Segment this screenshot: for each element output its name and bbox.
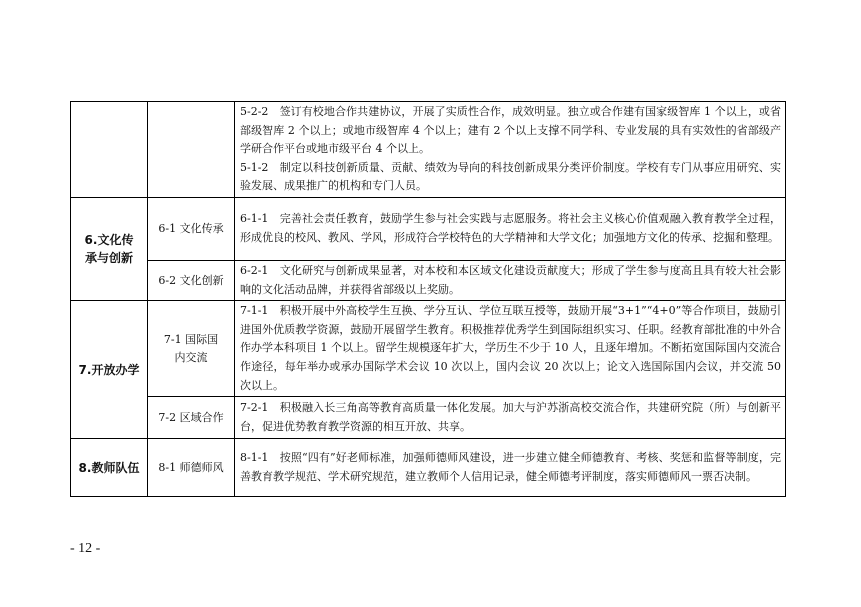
category-cell bbox=[71, 301, 148, 439]
table-row bbox=[71, 301, 786, 397]
table-row bbox=[71, 397, 786, 439]
page-number: - 12 - bbox=[70, 541, 101, 556]
category-label: 8.教师队伍 bbox=[78, 460, 140, 475]
standard-item: 6-2-1 文化研究与创新成果显著，对本校和本区域文化建设贡献度大；形成了学生参与度高且具有较大社会影响的文化活动品牌，并获得省部级以上奖励。 bbox=[240, 263, 781, 296]
category-cell bbox=[71, 197, 148, 300]
content-cell bbox=[235, 102, 786, 198]
content-cell bbox=[235, 301, 786, 397]
subcategory-label: 8-1 师德师风 bbox=[158, 460, 224, 474]
category-label: 6.文化传承与创新 bbox=[84, 233, 134, 266]
subcategory-cell bbox=[148, 260, 235, 300]
subcategory-cell bbox=[148, 397, 235, 439]
table-row bbox=[71, 260, 786, 300]
standards-table bbox=[70, 101, 786, 497]
subcategory-cell bbox=[148, 197, 235, 260]
table-row bbox=[71, 197, 786, 260]
subcategory-label: 7-1 国际国内交流 bbox=[163, 332, 219, 364]
standard-item: 7-2-1 积极融入长三角高等教育高质量一体化发展。加大与沪苏浙高校交流合作，共建研究院（所）与创新平台，促进优势教育教学资源的相互开放、共享。 bbox=[240, 401, 781, 433]
subcategory-label: 7-2 区域合作 bbox=[158, 410, 224, 424]
subcategory-label: 6-2 文化创新 bbox=[158, 273, 224, 287]
subcategory-cell bbox=[148, 102, 235, 198]
category-cell bbox=[71, 102, 148, 198]
category-cell bbox=[71, 439, 148, 497]
content-cell bbox=[235, 197, 786, 260]
subcategory-label: 6-1 文化传承 bbox=[158, 221, 224, 235]
table-row bbox=[71, 102, 786, 198]
subcategory-cell bbox=[148, 439, 235, 497]
content-cell bbox=[235, 397, 786, 439]
standard-item: 6-1-1 完善社会责任教育，鼓励学生参与社会实践与志愿服务。将社会主义核心价值观融入教育教学全过程，形成优良的校风、教风、学风，形成符合学校特色的大学精神和大学文化；加强地方文化的传承、挖掘和整理。 bbox=[240, 212, 781, 244]
standard-item: 8-1-1 按照“四有”好老师标准，加强师德师风建设，进一步建立健全师德教育、考核、奖惩和监督等制度，完善教育教学规范、学术研究规范，建立教师个人信用记录，健全师德考评制度，落实师德师风一票否决制。 bbox=[240, 451, 781, 483]
standard-item: 5-2-2 签订有校地合作共建协议，开展了实质性合作，成效明显。独立或合作建有国家级智库 1 个以上，或省部级智库 2 个以上；或地市级智库 4 个以上；建有 2 个以上支撑不同学科、专业发展的具有实效性的省部级产学研合作平台或地市级平台 4 个以上。 bbox=[240, 105, 781, 156]
table-row bbox=[71, 439, 786, 497]
content-cell bbox=[235, 439, 786, 497]
subcategory-cell bbox=[148, 301, 235, 397]
standard-item: 7-1-1 积极开展中外高校学生互换、学分互认、学位互联互授等，鼓励开展“3+1”“4+0”等合作项目，鼓励引进国外优质教学资源，鼓励开展留学生教育。积极推荐优秀学生到国际组织实习、任职。经教育部批准的中外合作办学本科项目 1 个以上。留学生规模逐年扩大，学历生不少于 10 人，且逐年增加。不断拓宽国际国内交流合作途径，每年举办或承办国际学术会议 10 次以上，国内会议 20 次以上；论文入选国际国内会议，并交流 50 次以上。 bbox=[240, 304, 781, 392]
standard-item: 5-1-2 制定以科技创新质量、贡献、绩效为导向的科技创新成果分类评价制度。学校有专门从事应用研究、实验发展、成果推广的机构和专门人员。 bbox=[240, 160, 781, 193]
category-label: 7.开放办学 bbox=[78, 362, 140, 377]
content-cell bbox=[235, 260, 786, 300]
